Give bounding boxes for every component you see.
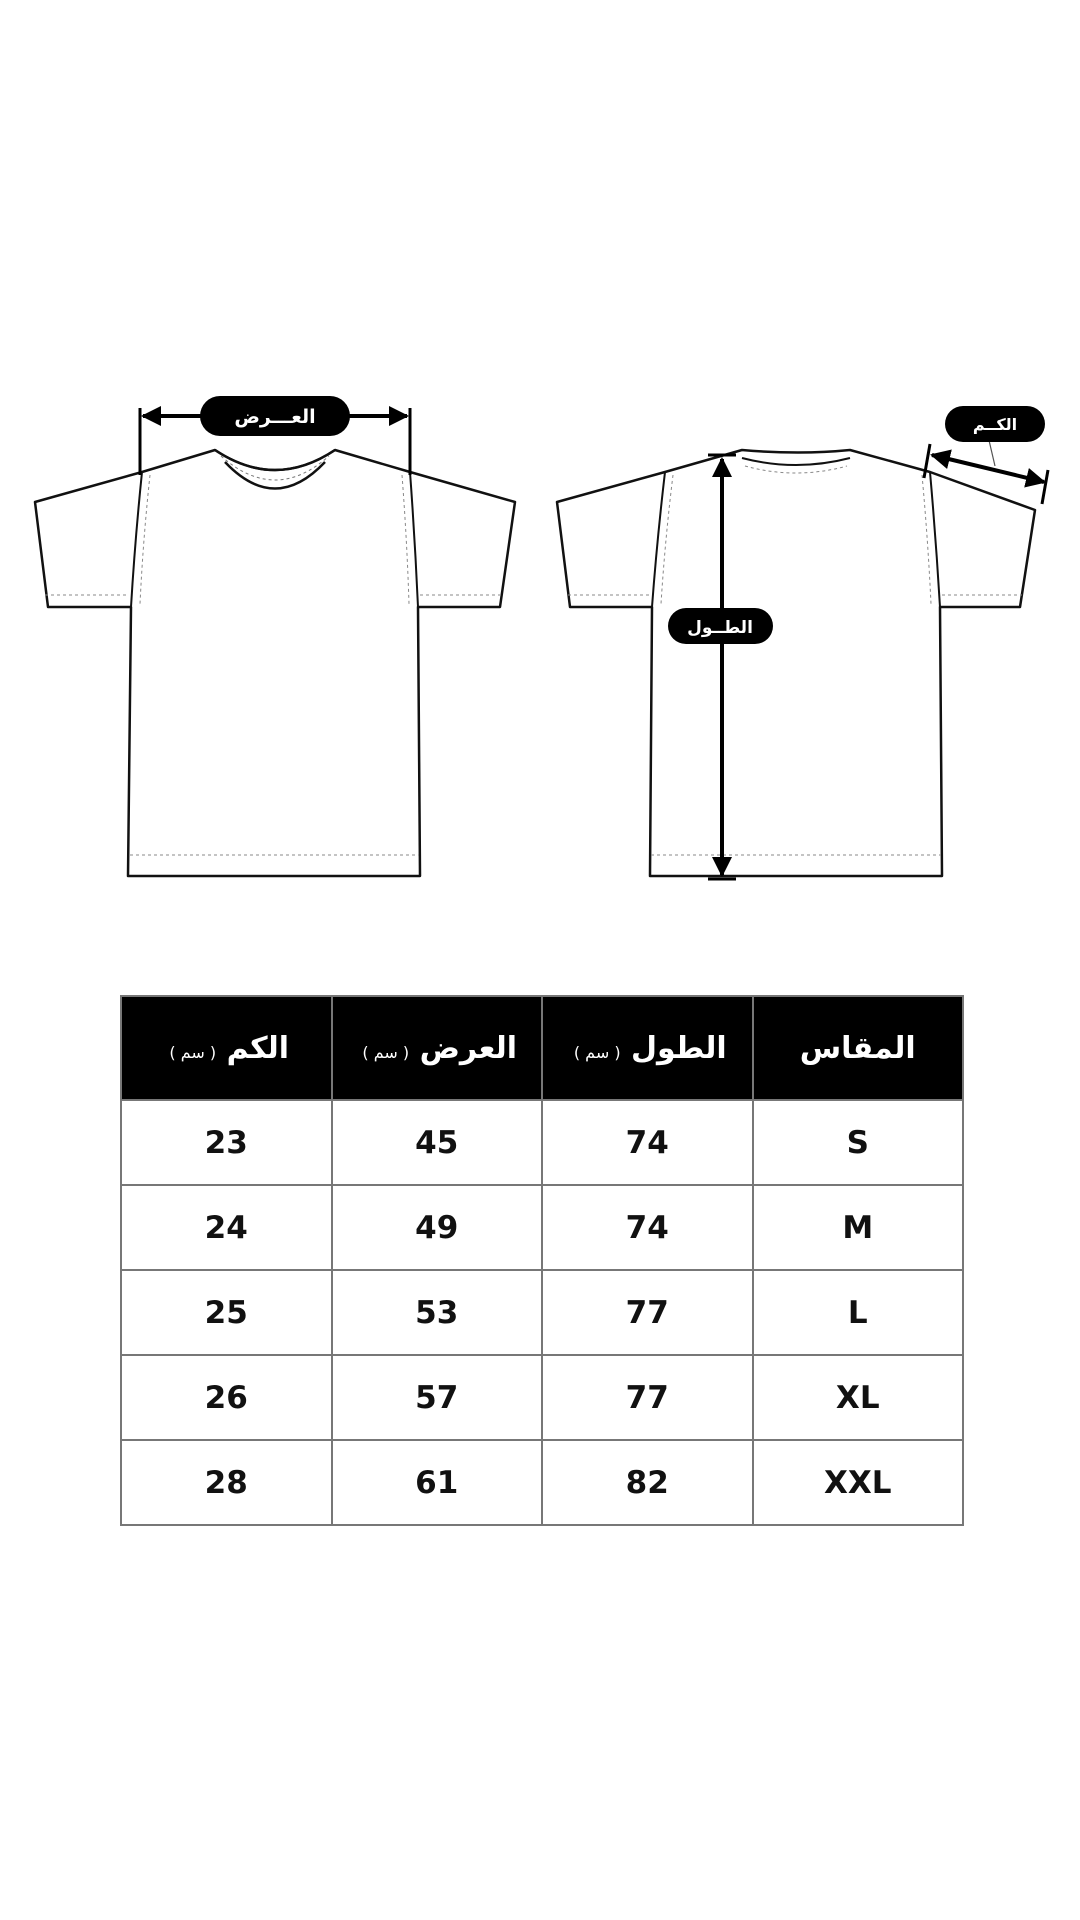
header-sleeve-label: الكم: [226, 1030, 290, 1066]
cell-size: M: [753, 1185, 964, 1270]
cell-sleeve: 26: [121, 1355, 332, 1440]
cell-length: 74: [542, 1185, 753, 1270]
tshirt-back: [557, 450, 1035, 876]
cell-width: 45: [332, 1100, 543, 1185]
cell-size: XL: [753, 1355, 964, 1440]
table-row: [121, 1100, 963, 1185]
header-width: [332, 996, 543, 1100]
cell-length: 82: [542, 1440, 753, 1525]
header-length: [542, 996, 753, 1100]
header-size-label: المقاس: [799, 1030, 916, 1066]
table-row: [121, 1270, 963, 1355]
table-row: [121, 1185, 963, 1270]
table-row: [121, 1355, 963, 1440]
cell-width: 61: [332, 1440, 543, 1525]
cell-length: 74: [542, 1100, 753, 1185]
header-width-unit: ( سم ): [362, 1042, 410, 1062]
tshirt-front: [35, 450, 515, 876]
cell-sleeve: 28: [121, 1440, 332, 1525]
size-chart-table: [120, 995, 964, 1526]
header-length-unit: ( سم ): [573, 1042, 621, 1062]
cell-size: S: [753, 1100, 964, 1185]
header-width-label: العرض: [419, 1030, 518, 1066]
header-length-label: الطول: [631, 1030, 727, 1066]
cell-size: XXL: [753, 1440, 964, 1525]
cell-width: 57: [332, 1355, 543, 1440]
table-header-row: [121, 996, 963, 1100]
header-sleeve-unit: ( سم ): [169, 1042, 217, 1062]
cell-sleeve: 25: [121, 1270, 332, 1355]
cell-sleeve: 23: [121, 1100, 332, 1185]
header-sleeve: [121, 996, 332, 1100]
tshirt-measurement-diagram: [0, 0, 1080, 920]
header-size: [753, 996, 964, 1100]
table-row: [121, 1440, 963, 1525]
cell-width: 53: [332, 1270, 543, 1355]
cell-width: 49: [332, 1185, 543, 1270]
cell-size: L: [753, 1270, 964, 1355]
width-label: العـــرض: [234, 406, 316, 428]
cell-sleeve: 24: [121, 1185, 332, 1270]
cell-length: 77: [542, 1270, 753, 1355]
sleeve-label: الكــم: [972, 415, 1018, 434]
cell-length: 77: [542, 1355, 753, 1440]
length-label: الطــول: [687, 618, 753, 638]
